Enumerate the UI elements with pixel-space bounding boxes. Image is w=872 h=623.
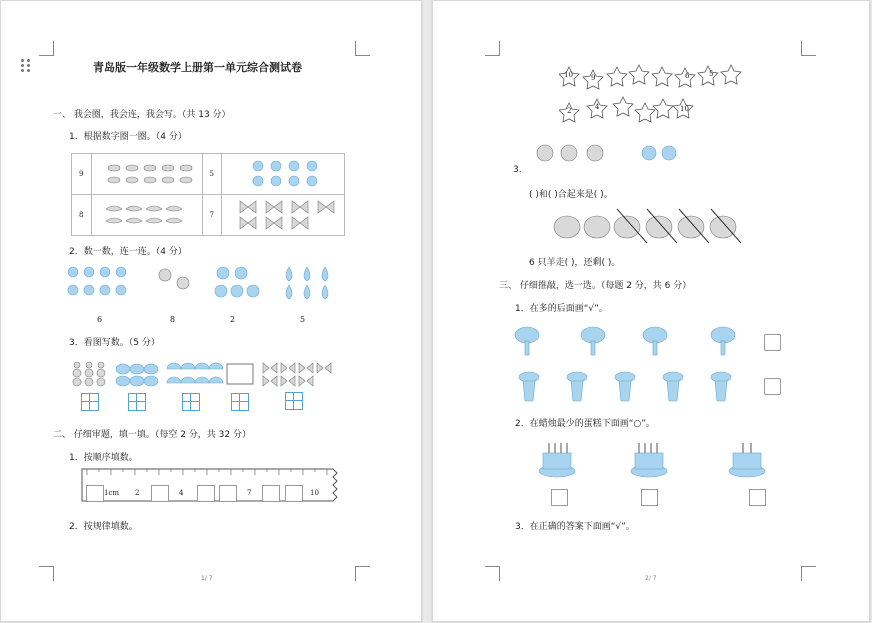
- star-label: 5: [709, 70, 714, 78]
- sheep-group-icon: [554, 216, 736, 238]
- answer-grid-box[interactable]: [285, 392, 303, 410]
- question-3-1: 1．在多的后面画“√”。: [515, 304, 608, 314]
- match-number: 8: [170, 315, 176, 324]
- animal-images: [533, 141, 693, 171]
- question-3-3: 3．在正确的答案下面画“√”。: [515, 522, 635, 532]
- match-number: 2: [230, 315, 236, 324]
- mushroom-group-icon: [167, 363, 223, 383]
- table-cell-image: [222, 195, 345, 236]
- table-cell-number: 7: [202, 195, 222, 236]
- question-1-2: 2．数一数，连一连。（4 分）: [69, 247, 187, 257]
- table-cell-number: 9: [72, 154, 92, 195]
- crop-mark: [485, 566, 500, 581]
- table-cell-image: [91, 195, 202, 236]
- checkbox-trees[interactable]: [764, 334, 781, 351]
- page-number: 1/ 7: [201, 575, 213, 582]
- apple-group-icon: [215, 267, 259, 297]
- butterfly-group-icon: [263, 363, 331, 386]
- star-label: 2: [567, 107, 572, 115]
- ruler-label: 10: [310, 489, 319, 497]
- ruler-answer-box[interactable]: [262, 485, 280, 502]
- match-images: [61, 263, 341, 305]
- match-number: 5: [300, 315, 306, 324]
- ruler-answer-box[interactable]: [151, 485, 169, 502]
- answer-grid-box[interactable]: [231, 393, 249, 411]
- crop-mark: [801, 41, 816, 56]
- crop-mark: [355, 41, 370, 56]
- table-cell-image: [222, 154, 345, 195]
- tree-group-icon: [515, 327, 735, 355]
- cake-answer-box[interactable]: [749, 489, 766, 506]
- section-1-heading: 一、 我会圈，我会连，我会写。（共 13 分）: [53, 110, 231, 120]
- cake-answer-box[interactable]: [551, 489, 568, 506]
- section-2-heading: 二、 仔细审题，填一填。（每空 2 分，共 32 分）: [53, 430, 251, 440]
- answer-grid-box[interactable]: [182, 393, 200, 411]
- ruler-label: 4: [179, 489, 184, 497]
- empty-picture-box: [227, 364, 253, 384]
- star-label: 9: [591, 74, 596, 82]
- question-1-1: 1．根据数字圈一圈。（4 分）: [69, 132, 187, 142]
- butterfly-group-icon: [222, 195, 344, 233]
- ruler-label: 7: [247, 489, 252, 497]
- ruler-answer-box[interactable]: [86, 485, 104, 502]
- crop-mark: [801, 566, 816, 581]
- ruler-answer-box[interactable]: [285, 485, 303, 502]
- question-2-1: 1．按顺序填数。: [69, 453, 138, 463]
- leaf-group-icon: [92, 195, 202, 233]
- star-label: 6: [685, 72, 690, 80]
- chick-group-icon: [222, 154, 344, 192]
- candle-lines: [549, 443, 751, 453]
- pear-group-icon: [286, 267, 328, 299]
- page-number: 2/ 7: [645, 575, 657, 582]
- page-2: [432, 0, 870, 622]
- star-label: 10: [564, 71, 573, 79]
- cake-images: [537, 437, 777, 481]
- drag-handle-icon[interactable]: [21, 59, 31, 73]
- cake-group-icon: [539, 453, 765, 477]
- cake-answer-box[interactable]: [641, 489, 658, 506]
- ruler-label: 1cm: [104, 489, 120, 497]
- combine-sentence: ( )和( )合起来是( )。: [529, 190, 613, 200]
- star-label: 10: [680, 105, 689, 113]
- ruler-answer-box[interactable]: [219, 485, 237, 502]
- checkbox-vases[interactable]: [764, 378, 781, 395]
- bird-group-icon: [92, 154, 202, 192]
- question-3-2: 2．在蜡烛最少的蛋糕下面画“○”。: [515, 419, 655, 429]
- match-number: 6: [97, 315, 103, 324]
- star-sequence: [559, 61, 759, 131]
- ruler-label: 2: [135, 489, 140, 497]
- question-2-2: 2．按规律填数。: [69, 522, 138, 532]
- vase-group-icon: [519, 372, 731, 401]
- star-label: 4: [595, 103, 600, 111]
- ruler-answer-box[interactable]: [197, 485, 215, 502]
- panda-group-icon: [537, 145, 603, 161]
- question-3-label: 3.: [513, 165, 522, 175]
- raccoon-group-icon: [159, 269, 189, 289]
- answer-grid-box[interactable]: [128, 393, 146, 411]
- crop-mark: [39, 41, 54, 56]
- penguin-group-icon: [642, 146, 676, 160]
- circle-table: [71, 153, 345, 236]
- orange-group-icon: [68, 267, 126, 295]
- page-1: [0, 0, 422, 622]
- crop-mark: [355, 566, 370, 581]
- crop-mark: [485, 41, 500, 56]
- shell-group-icon: [116, 364, 158, 386]
- table-cell-number: 8: [72, 195, 92, 236]
- table-cell-image: [91, 154, 202, 195]
- count-images: [67, 359, 337, 389]
- sheep-sentence: 6 只羊走( )，还剩( )。: [529, 258, 621, 268]
- page-title: 青岛版一年级数学上册第一单元综合测试卷: [93, 61, 302, 74]
- sheep-images: [551, 207, 751, 247]
- answer-grid-box[interactable]: [81, 393, 99, 411]
- section-3-heading: 三、 仔细推敲，选一选。（每题 2 分，共 6 分）: [499, 281, 692, 291]
- question-1-3: 3．看图写数。（5 分）: [69, 338, 160, 348]
- tree-vase-images: [511, 323, 751, 403]
- crop-mark: [39, 566, 54, 581]
- table-cell-number: 5: [202, 154, 222, 195]
- snowman-group-icon: [73, 362, 105, 386]
